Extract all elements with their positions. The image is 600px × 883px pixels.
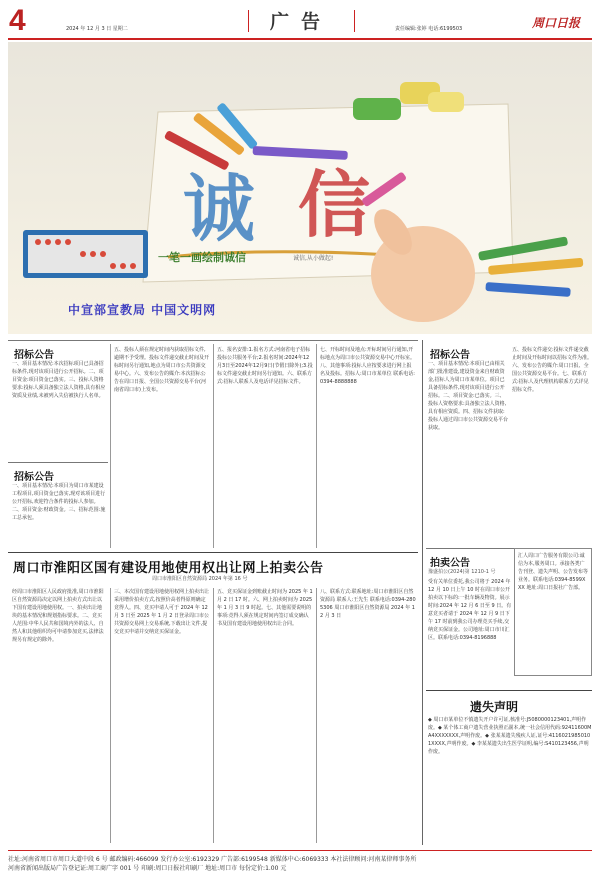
bid-notice-body-2: 一、项目基本情况:本项目为周口市某建设工程项目,项目资金已落实,现对该项目进行公开招标,欢迎符合条件的投标人参加。二、项目资金:财政资金。三、招标范围:施工总承包。 xyxy=(12,483,106,521)
section-title: 广告 xyxy=(270,11,333,33)
bid-notice-title-1: 招标公告 xyxy=(14,350,54,361)
header-divider xyxy=(354,10,355,32)
banner-slogan: 一笔一画绘制诚信 xyxy=(158,251,246,264)
issue-date: 2024 年 12 月 3 日 星期二 xyxy=(66,26,128,32)
lost-notice-title: 遗失声明 xyxy=(470,700,519,714)
section-rule xyxy=(8,340,418,341)
ad-box xyxy=(514,548,592,676)
land-auction-subtitle: 周口市淮阳区自然资源局 2024 年第 16 号 xyxy=(152,576,248,582)
right-column-divider xyxy=(422,340,423,845)
right-bid-notice-title: 招标公告 xyxy=(430,350,470,361)
auction-notice-title: 拍卖公告 xyxy=(430,558,470,569)
auction-notice-body: 受有关单位委托,我公司将于 2024 年 12 月 10 日上午 10 时在周口市公开拍卖以下标的:一批车辆及物资。展示时间:2024 年 12 月 6 日至 9 日。有意竞买者请于 2024 年 12 月 9 日下午 17 时前到我公司办理竞买手续,交纳竞买保证金。公司地址:周口市川汇区。联系电话:0394-8196888 xyxy=(428,579,512,641)
footer-line-1: 社址:河南省周口市周口大道中段 6 号 邮政编码:466099 发行办公室:6192329 广告部:6199548 新媒体中心:6069333 本社法律顾问:河南某律师事务所 xyxy=(8,856,417,863)
right-bid-notice-body-2: 五、投标文件递交:投标文件递交截止时间及开标时间以招标文件为准。六、发布公告的媒介:周口日报、全国公共资源交易平台。七、联系方式:招标人及代理机构联系方式详见招标文件。 xyxy=(512,347,592,393)
page-number: 4 xyxy=(9,4,26,37)
headline-char-2: 信 xyxy=(298,163,371,247)
eraser xyxy=(353,98,401,120)
page-header xyxy=(0,0,600,40)
banner-credit: 中宣部宣教局 中国文明网 xyxy=(68,303,217,317)
bid-notice-col2: 五、投标人须在规定时间内获取招标文件,逾期不予受理。投标文件递交截止时间及开标时间另行通知,地点为周口市公共资源交易中心。六、发布公告的媒介:本次招标公告在周口日报、全国公共资源交易平台(河南省周口市)上发布。 xyxy=(114,347,210,393)
land-auction-col4: 八、联系方式:联系地址:周口市淮阳区自然资源局 联系人:王先生 联系电话:0394-2805306 周口市淮阳区自然资源局 2024 年 12 月 3 日 xyxy=(320,589,416,619)
column-divider xyxy=(110,344,111,548)
section-rule xyxy=(8,552,418,553)
banner-slogan-sub: 诚信,从小做起! xyxy=(293,255,334,262)
land-auction-col3: 五、竞买保证金到账截止时间为 2025 年 1 月 2 日 17 时。六、网上拍卖时间为 2025 年 1 月 3 日 9 时起。七、其他需要说明的事项:竞得人须在规定时间内签订成交确认书及国有建设用地使用权出让合同。 xyxy=(217,589,313,627)
land-auction-col2: 三、本次国有建设用地使用权网上拍卖出让采用增价拍卖方式,按照价高者得原则确定竞得人。四、竞买申请人可于 2024 年 12 月 3 日至 2025 年 1 月 2 日登录周口市公共资源交易网上交易系统,下载出让文件,提交竞买申请并交纳竞买保证金。 xyxy=(114,589,210,635)
page-footer xyxy=(8,850,592,873)
editor-info: 责任编辑:张婷 电话:6199503 xyxy=(395,26,463,32)
header-divider xyxy=(248,10,249,32)
ad-box-body: 汇人周口广告服务有限公司:诚信为本,服务周口。承接各类广告刊登、遗失声明、公告发布等业务。联系电话:0394-8599XXX 地址:周口日报社广告部。 xyxy=(518,553,588,591)
footer-line-2: 河南省新闻出版局广告登记证:周工商广字 001 号 印刷:周口日报社印刷厂 地址:周口市 每份定价:1.00 元 xyxy=(8,865,287,872)
section-rule xyxy=(8,462,108,463)
headline-char-1: 诚 xyxy=(183,167,256,251)
bid-notice-body-1: 一、项目基本情况:本次招标项目已具备招标条件,现对该项目进行公开招标。二、项目资金:项目资金已落实。三、投标人资格要求:投标人须具备独立法人资格,具有相应资质及业绩,未被列入失信被执行人名单。 xyxy=(12,361,106,399)
column-divider xyxy=(316,588,317,843)
column-divider xyxy=(213,344,214,548)
auction-notice-subtitle: 豫盛拍公(2024)第 1210-1 号 xyxy=(428,569,496,575)
lost-notice-body: ◆ 周口市某单位不慎遗失开户许可证,核准号:J5080000123401,声明作废。◆ 某个体工商户遗失营业执照正副本,统一社会信用代码:92411600MA4XXXXXXX,声明作废。◆ 张某某遗失残疾人证,证号:41160219850101XXXX,声明作废。◆ 李某某遗失出生医学证明,编号:S410123456,声明作废。 xyxy=(428,717,592,755)
newspaper-logo: 周口日报 xyxy=(532,16,581,30)
bid-notice-col3: 五、报名安排:1.报名方式:河南省电子招标投标公共服务平台;2.报名时间:2024年12月3日至2024年12月9日(节假日除外);3.投标文件递交截止时间另行通知。六、联系方式:招标人联系人及电话详见招标文件。 xyxy=(217,347,313,385)
section-rule xyxy=(426,690,592,691)
land-auction-title: 周口市淮阳区国有建设用地使用权出让网上拍卖公告 xyxy=(13,561,324,576)
column-divider xyxy=(316,344,317,548)
header-rule xyxy=(8,38,592,40)
bid-notice-title-2: 招标公告 xyxy=(14,472,54,483)
right-bid-notice-body: 一、项目基本情况:本项目已由相关部门批准建设,建设资金来自财政资金,招标人为周口市某单位。项目已具备招标条件,现对该项目进行公开招标。二、项目资金:已落实。三、投标人资格要求:具备独立法人资格,具有相应资质。四、招标文件获取:投标人通过周口市公共资源交易平台获取。 xyxy=(428,361,508,431)
column-divider xyxy=(213,588,214,843)
bid-notice-col4: 七、开标时间及地点:开标时间另行通知,开标地点为周口市公共资源交易中心开标室。八、其他事项:投标人应按要求进行网上报名及投标。招标人:周口市某单位 联系电话:0394-8888888 xyxy=(320,347,416,385)
land-auction-col1: 经周口市淮阳区人民政府批准,周口市淮阳区自然资源局决定以网上拍卖方式出让以下国有建设用地使用权。一、拍卖出让地块的基本情况和规划指标要求。二、竞买人范围:中华人民共和国境内外的法人、自然人和其他组织均可申请参加竞买,法律法规另有规定的除外。 xyxy=(12,589,104,643)
column-divider xyxy=(110,588,111,843)
integrity-banner xyxy=(8,42,592,334)
banner-illustration xyxy=(8,42,592,334)
